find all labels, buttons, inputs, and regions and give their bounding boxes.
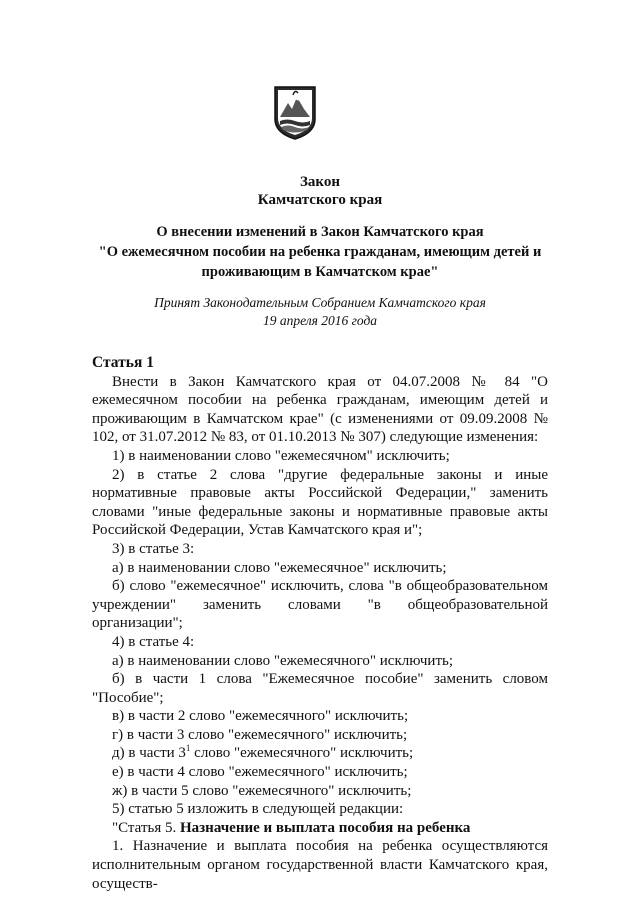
item-3a: а) в наименовании слово "ежемесячное" исключить; (112, 559, 447, 576)
article-body (92, 354, 548, 893)
item-1: 1) в наименовании слово "ежемесячном" исключить; (112, 447, 450, 464)
superscript: 1 (185, 743, 191, 754)
subject-line-2: "О ежемесячном пособии на ребенка гражданам, имеющим детей и (98, 244, 542, 260)
item-4g: г) в части 3 слово "ежемесячного" исключить; (112, 726, 408, 743)
item-3b: б) слово "ежемесячное" исключить, слова "в общеобразовательном учреждении" заменить словами "в общеобразовательной организации"; (92, 578, 548, 632)
article-5-heading (92, 819, 548, 838)
subject-line-1: О внесении изменений в Закон Камчатского края (156, 224, 484, 240)
subject-line-3: проживающим в Камчатском крае" (201, 264, 439, 280)
item-4d (92, 744, 548, 763)
item-4: 4) в статье 4: (112, 633, 195, 650)
item-4d-rest: слово "ежемесячного" исключить; (190, 745, 414, 762)
article-5-part-1: 1. Назначение и выплата пособия на ребенка осуществляются исполнительным органом государственной власти Камчатского края, осуществ- (92, 838, 548, 892)
item-3: 3) в статье 3: (112, 540, 195, 557)
item-4v: в) в части 2 слово "ежемесячного" исключить; (112, 708, 409, 725)
adoption-info (0, 294, 640, 330)
item-2: 2) в статье 2 слова "другие федеральные законы и иные нормативные правовые акты Российской Федерации," заменить словами "иные федеральные законы и нормативные правовые акты Российской Федерации, Устав Камчатского края и"; (92, 466, 548, 539)
document-type-title: Закон (299, 174, 340, 190)
item-4zh: ж) в части 5 слово "ежемесячного" исключить; (112, 782, 412, 799)
region-title: Камчатского края (257, 192, 383, 208)
law-subject (0, 222, 640, 282)
article-5-title: Назначение и выплата пособия на ребенка (179, 819, 471, 836)
item-4a: а) в наименовании слово "ежемесячного" исключить; (112, 652, 454, 669)
article-intro: Внести в Закон Камчатского края от 04.07.2008 № 84 "О ежемесячном пособии на ребенка гражданам, имеющим детей и проживающим в Камчатском крае" (с изменениями от 09.09.2008 № 102, от 31.07.2012 № 83, от 01.10.2013 № 307) следующие изменения: (92, 373, 548, 446)
article-heading: Статья 1 (92, 354, 154, 371)
adoption-date: 19 апреля 2016 года (262, 313, 378, 328)
item-4d-text: д) в части 3 (112, 745, 186, 762)
item-4e: е) в части 4 слово "ежемесячного" исключить; (112, 764, 408, 781)
article-5-prefix: "Статья 5. (112, 819, 180, 836)
item-4b: б) в части 1 слова "Ежемесячное пособие" заменить словом "Пособие"; (92, 671, 548, 706)
adoption-line-1: Принят Законодательным Собранием Камчатского края (154, 295, 486, 310)
kamchatka-coat-of-arms-icon (272, 83, 318, 141)
item-5: 5) статью 5 изложить в следующей редакции: (112, 801, 404, 818)
